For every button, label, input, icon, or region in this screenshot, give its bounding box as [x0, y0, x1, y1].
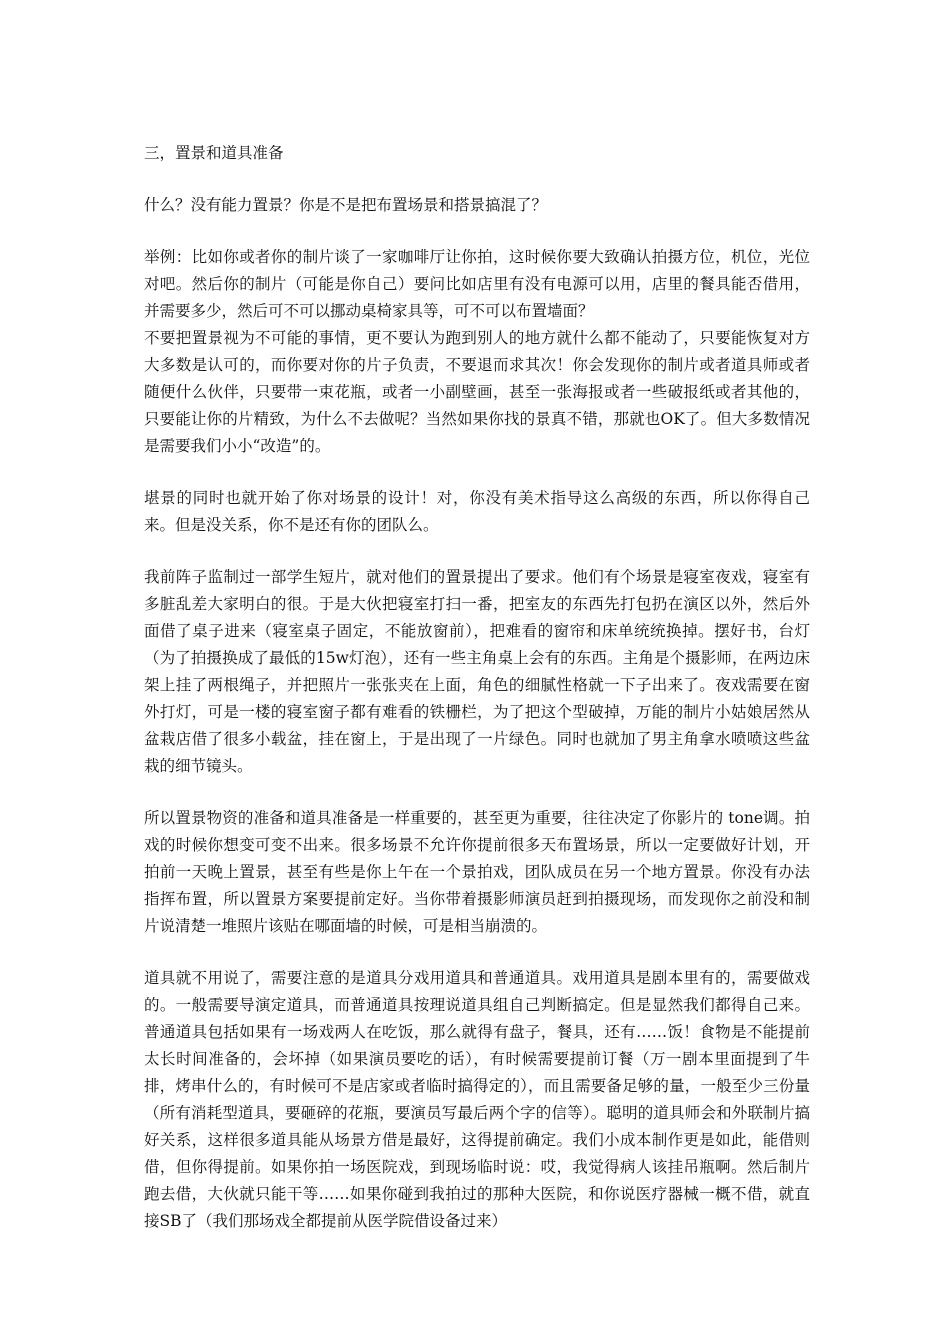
document-body	[144, 140, 810, 1235]
paragraph-scouting: 堪景的同时也就开始了你对场景的设计！对，你没有美术指导这么高级的东西，所以你得自己来。但是没关系，你不是还有你的团队么。	[144, 489, 810, 534]
paragraph-student-film: 我前阵子监制过一部学生短片，就对他们的置景提出了要求。他们有个场景是寝室夜戏，寝室有多脏乱差大家明白的很。于是大伙把寝室打扫一番，把室友的东西先打包扔在演区以外，然后外面借了桌子进来（寝室桌子固定，不能放窗前），把难看的窗帘和床单统统换掉。摆好书，台灯（为了拍摄换成了最低的15w灯泡），还有一些主角桌上会有的东西。主角是个摄影师，在两边床架上挂了两根绳子，并把照片一张张夹在上面，角色的细腻性格就一下子出来了。夜戏需要在窗外打灯，可是一楼的寝室窗子都有难看的铁栅栏，为了把这个型破掉，万能的制片小姑娘居然从盆栽店借了很多小载盆，挂在窗上，于是出现了一片绿色。同时也就加了男主角拿水喷喷这些盆栽的细节镜头。	[144, 568, 810, 775]
paragraph-example: 举例：比如你或者你的制片谈了一家咖啡厅让你拍，这时候你要大致确认拍摄方位，机位，光位对吧。然后你的制片（可能是你自己）要问比如店里有没有电源可以用，店里的餐具能否借用，并需要多少，然后可不可以挪动桌椅家具等，可不可以布置墙面？	[144, 248, 810, 320]
paragraph-importance: 所以置景物资的准备和道具准备是一样重要的，甚至更为重要，往往决定了你影片的 tone调。拍戏的时候你想变可变不出来。很多场景不允许你提前很多天布置场景，所以一定要做好计划，开拍前一天晚上置景，甚至有些是你上午在一个景拍戏，团队成员在另一个地方置景。你没有办法指挥布置，所以置景方案要提前定好。当你带着摄影师演员赶到拍摄现场，而发现你之前没和制片说清楚一堆照片该贴在哪面墙的时候，可是相当崩溃的。	[144, 809, 810, 935]
paragraph-props: 道具就不用说了，需要注意的是道具分戏用道具和普通道具。戏用道具是剧本里有的，需要做戏的。一般需要导演定道具，而普通道具按理说道具组自己判断搞定。但是显然我们都得自己来。普通道具包括如果有一场戏两人在吃饭，那么就得有盘子，餐具，还有……饭！食物是不能提前太长时间准备的，会坏掉（如果演员要吃的话），有时候需要提前订餐（万一剧本里面提到了牛排，烤串什么的，有时候可不是店家或者临时搞得定的），而且需要备足够的量，一般至少三份量（所有消耗型道具，要砸碎的花瓶，要演员写最后两个字的信等）。聪明的道具师会和外联制片搞好关系，这样很多道具能从场景方借是最好，这得提前确定。我们小成本制作更是如此，能借则借，但你得提前。如果你拍一场医院戏，到现场临时说：哎，我觉得病人该挂吊瓶啊。然后制片跑去借，大伙就只能干等……如果你碰到我拍过的那种大医院，和你说医疗器械一概不借，就直接SB了（我们那场戏全都提前从医学院借设备过来）	[144, 969, 810, 1230]
section-heading: 三，置景和道具准备	[144, 144, 284, 162]
paragraph-dont-give-up: 不要把置景视为不可能的事情，更不要认为跑到别人的地方就什么都不能动了，只要能恢复对方大多数是认可的，而你要对你的片子负责，不要退而求其次！你会发现你的制片或者道具师或者随便什么伙伴，只要带一束花瓶，或者一小副壁画，甚至一张海报或者一些破报纸或者其他的，只要能让你的片精致，为什么不去做呢？当然如果你找的景真不错，那就也OK了。但大多数情况是需要我们小小“改造”的。	[144, 329, 810, 455]
opening-question: 什么？没有能力置景？你是不是把布置场景和搭景搞混了？	[144, 196, 548, 214]
